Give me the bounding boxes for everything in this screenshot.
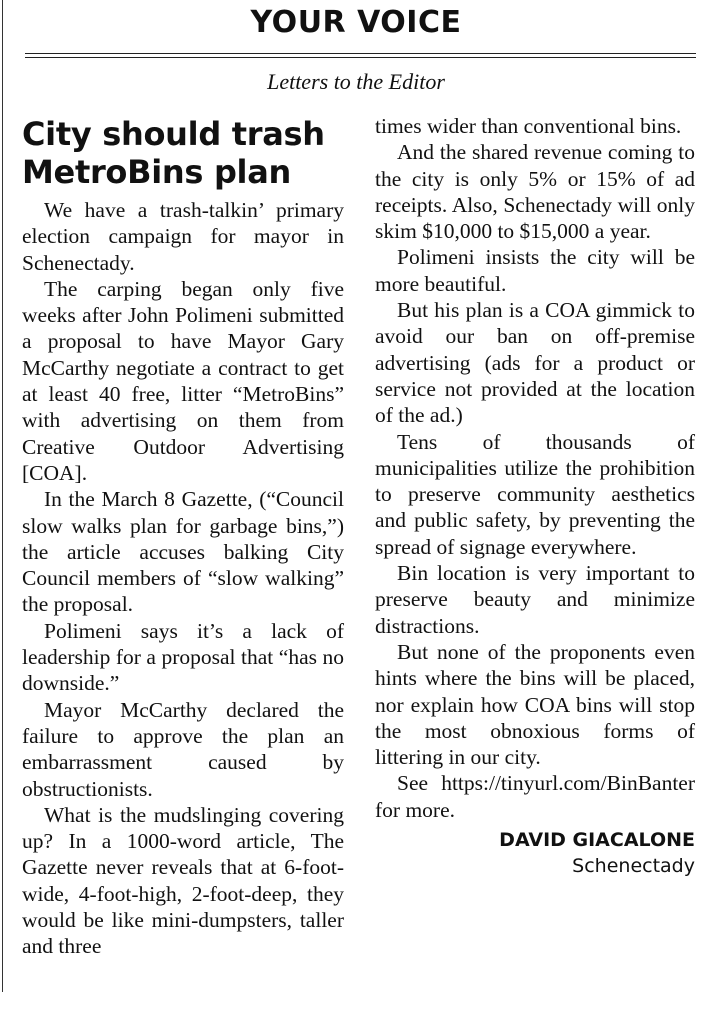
section-title: YOUR VOICE [250, 5, 462, 40]
author-name: DAVID GIACALONE [499, 829, 695, 852]
letter-paragraph-continuation: times wider than conventional bins. [375, 114, 682, 138]
letter-paragraph: Polimeni says it’s a lack of leadership for a proposal that “has no downside.” [22, 618, 344, 696]
letter-headline: City should trash MetroBins plan [22, 115, 325, 191]
letter-paragraph: What is the mudslinging covering up? In a 1000-word article, The Gazette never reveals that at 6-foot-wide, 4-foot-high, 2-foot-deep, they would be like mini-dumpsters, taller and three [22, 802, 344, 959]
letter-column-right [375, 113, 695, 879]
letter-column-left [22, 115, 344, 960]
letter-paragraph: Mayor McCarthy declared the failure to approve the plan an embarrassment caused by obstructionists. [22, 697, 344, 801]
letter-paragraph: See https://tinyurl.com/BinBanter for more. [375, 771, 695, 822]
letter-paragraph: In the March 8 Gazette, (“Council slow walks plan for garbage bins,”) the article accuses balking City Council members of “slow walking” the proposal. [22, 487, 344, 617]
column-left-border [2, 0, 3, 992]
section-subtitle: Letters to the Editor [267, 69, 445, 94]
letter-paragraph: We have a trash-talkin’ primary election campaign for mayor in Schenectady. [22, 198, 344, 275]
letter-paragraph: But none of the proponents even hints where the bins will be placed, nor explain how COA bins will stop the most obnoxious forms of littering in our city. [375, 639, 695, 770]
letter-paragraph: Tens of thousands of municipalities utilize the prohibition to preserve community aesthetics and public safety, by preventing the spread of signage everywhere. [375, 429, 695, 559]
letter-paragraph: And the shared revenue coming to the city is only 5% or 15% of ad receipts. Also, Schenectady will only skim $10,000 to $15,000 a year. [375, 140, 695, 244]
author-city: Schenectady [572, 855, 695, 878]
letter-paragraph: Bin location is very important to preserve beauty and minimize distractions. [375, 561, 695, 638]
header-rule-bottom [25, 57, 696, 58]
letter-paragraph: The carping began only five weeks after John Polimeni submitted a proposal to have Mayor Gary McCarthy negotiate a contract to get at least 40 free, litter “MetroBins” with advertising on them from Creative Outdoor Advertising [COA]. [22, 276, 344, 485]
letter-paragraph: Polimeni insists the city will be more beautiful. [375, 245, 695, 296]
letter-paragraph: But his plan is a COA gimmick to avoid our ban on off-premise advertising (ads for a product or service not provided at the location of the ad.) [375, 298, 695, 428]
header-rule-top [25, 53, 696, 54]
